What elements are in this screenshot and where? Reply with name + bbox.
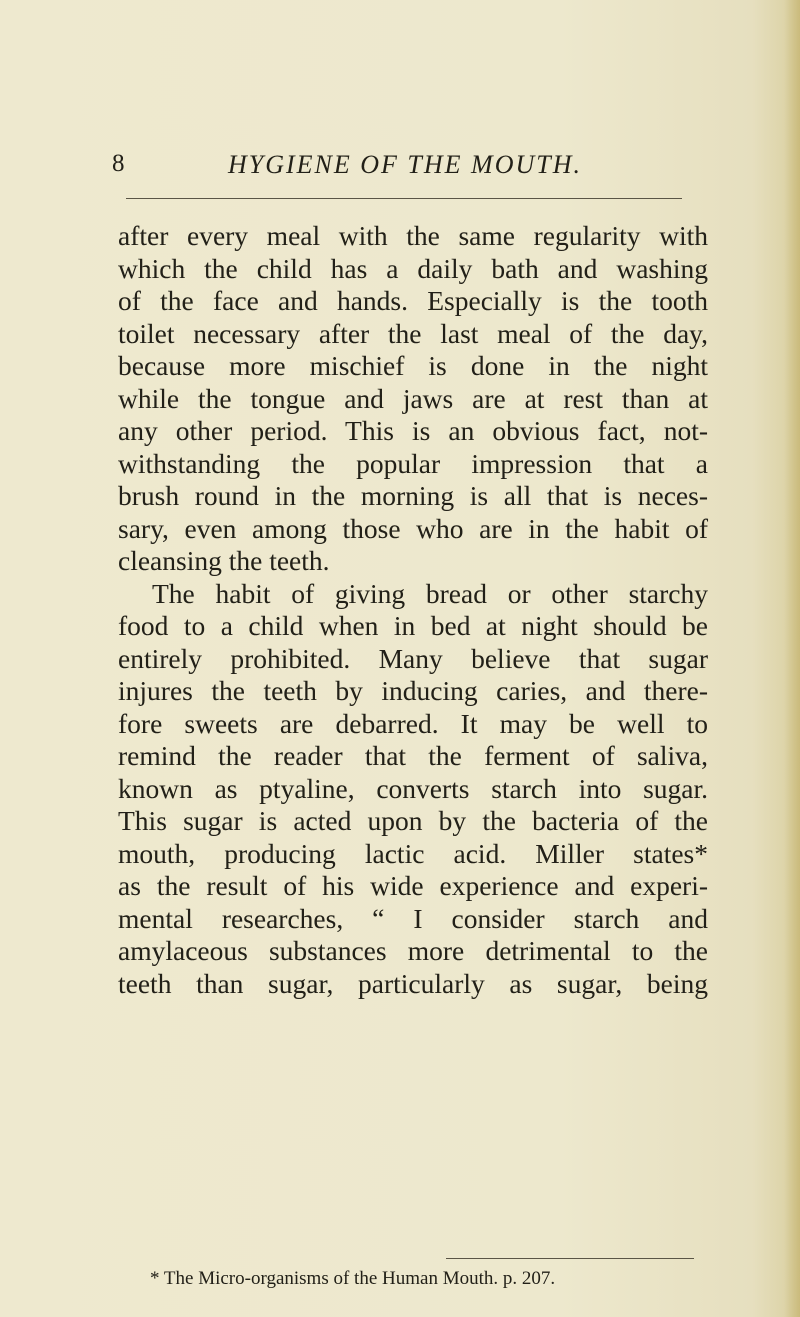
text-line: while the tongue and jaws are at rest than at [118,382,708,414]
text-line: sary, even among those who are in the habit of [118,512,708,544]
text-line: amylaceous substances more detrimental to the [118,935,708,966]
text-line: any other period. This is an obvious fact, not- [118,415,708,446]
text-line: entirely prohibited. Many believe that sugar [118,642,708,674]
text-line: because more mischief is done in the night [118,350,708,381]
text-line: mental researches, “ I consider starch and [118,902,708,934]
running-title: HYGIENE OF THE MOUTH. [228,150,582,179]
text-line: The habit of giving bread or other starchy [152,577,708,609]
text-line: brush round in the morning is all that is neces- [118,480,708,511]
text-line: injures the teeth by inducing caries, and there- [118,675,708,706]
page-header [112,150,712,190]
text-line: of the face and hands. Especially is the tooth [118,285,708,316]
text-line: food to a child when in bed at night should be [118,610,708,641]
text-line: teeth than sugar, particularly as sugar, being [118,967,708,999]
text-line: mouth, producing lactic acid. Miller states* [118,837,708,869]
text-line: This sugar is acted upon by the bacteria of the [118,805,708,836]
body-text [118,220,708,1000]
text-line: cleansing the teeth. [118,545,330,576]
text-line: as the result of his wide experience and experi- [118,870,708,901]
text-line: known as ptyaline, converts starch into sugar. [118,772,708,804]
text-line: remind the reader that the ferment of saliva, [118,740,708,771]
text-line: toilet necessary after the last meal of the day, [118,317,708,349]
page-edge-shadow [784,0,800,1317]
text-line: which the child has a daily bath and washing [118,252,708,284]
text-line: after every meal with the same regularity with [118,220,708,251]
page-number: 8 [112,150,125,177]
footnote: * The Micro-organisms of the Human Mouth. p. 207. [150,1268,556,1289]
footnote-rule [446,1258,694,1259]
text-line: withstanding the popular impression that a [118,447,708,479]
text-line: fore sweets are debarred. It may be well to [118,707,708,739]
header-rule [126,198,682,199]
